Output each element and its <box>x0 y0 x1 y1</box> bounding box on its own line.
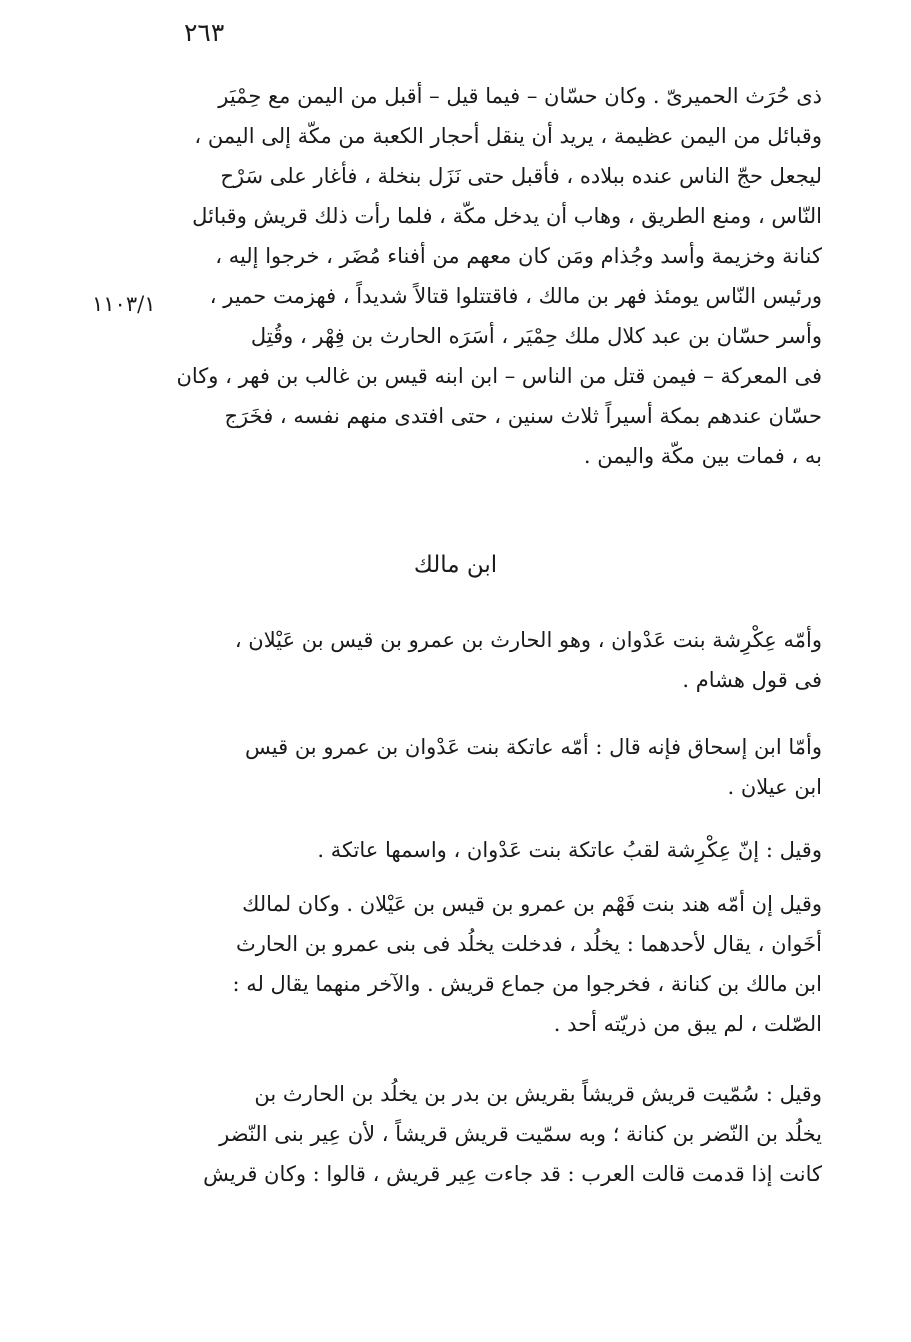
text-line: حسّان عندهم بمكة أسيراً ثلاث سنين ، حتى افتدى منهم نفسه ، فخَرَج <box>224 404 822 428</box>
text-line: وقيل : سُمّيت قريش قريشاً بقريش بن بدر بن يخلُد بن الحارث بن <box>254 1082 822 1106</box>
text-line: وأمّه عِكْرِشة بنت عَدْوان ، وهو الحارث بن عمرو بن قيس بن عَيْلان ، <box>234 628 822 652</box>
text-line: ورئيس النّاس يومئذ فهر بن مالك ، فاقتتلوا قتالاً شديداً ، فهزمت حمير ، <box>209 284 822 308</box>
paragraph-ibn-ishaq <box>168 727 822 807</box>
paragraph-atika-nickname <box>168 830 822 870</box>
paragraph-naming-of-quraysh <box>168 1074 822 1194</box>
text-line: النّاس ، ومنع الطريق ، وهاب أن يدخل مكّة ، فلما رأت ذلك قريش وقبائل <box>192 204 822 228</box>
text-line: ابن عيلان . <box>727 775 822 799</box>
text-line: به ، فمات بين مكّة واليمن . <box>583 444 822 468</box>
text-line: الصّلت ، لم يبق من ذريّته أحد . <box>553 1012 822 1036</box>
text-line: أخَوان ، يقال لأحدهما : يخلُد ، فدخلت يخلُد فى بنى عمرو بن الحارث <box>236 932 822 956</box>
text-line: ذى حُرَث الحميرىّ . وكان حسّان – فيما قيل – أقبل من اليمن مع حِمْيَر <box>218 84 822 108</box>
margin-reference: ١١٠٣/١ <box>92 292 156 316</box>
text-line: وقبائل من اليمن عظيمة ، يريد أن ينقل أحجار الكعبة من مكّة إلى اليمن ، <box>194 124 822 148</box>
text-line: فى قول هشام . <box>682 668 822 692</box>
text-line: ليجعل حجّ الناس عنده ببلاده ، فأقبل حتى نَزَل بنخلة ، فأغار على سَرْح <box>220 164 822 188</box>
text-line: وأمّا ابن إسحاق فإنه قال : أمّه عاتكة بنت عَدْوان بن عمرو بن قيس <box>245 735 822 759</box>
text-line: وقيل : إنّ عِكْرِشة لقبُ عاتكة بنت عَدْوان ، واسمها عاتكة . <box>317 838 822 862</box>
text-line: فى المعركة – فيمن قتل من الناس – ابن ابنه قيس بن غالب بن فهر ، وكان <box>176 364 822 388</box>
text-line: وأسر حسّان بن عبد كلال ملك حِمْيَر ، أسَرَه الحارث بن فِهْر ، وقُتِل <box>250 324 822 348</box>
text-line: يخلُد بن النّضر بن كنانة ؛ وبه سمّيت قريش قريشاً ، لأن عِير بنى النّضر <box>219 1122 822 1146</box>
paragraph-history-of-hassan <box>168 76 822 476</box>
text-line: كنانة وخزيمة وأسد وجُذام ومَن كان معهم من أفناء مُضَر ، خرجوا إليه ، <box>215 244 822 268</box>
paragraph-hind-bint-fahm <box>168 884 822 1044</box>
text-line: ابن مالك بن كنانة ، فخرجوا من جماع قريش . والآخر منهما يقال له : <box>232 972 822 996</box>
section-title: ابن مالك <box>413 552 498 578</box>
text-line: وقيل إن أمّه هند بنت فَهْم بن عمرو بن قيس بن عَيْلان . وكان لمالك <box>242 892 822 916</box>
text-line: كانت إذا قدمت قالت العرب : قد جاءت عِير قريش ، قالوا : وكان قريش <box>203 1162 822 1186</box>
page-number: ٢٦٣ <box>184 18 225 47</box>
paragraph-mother-ikrisha <box>168 620 822 700</box>
